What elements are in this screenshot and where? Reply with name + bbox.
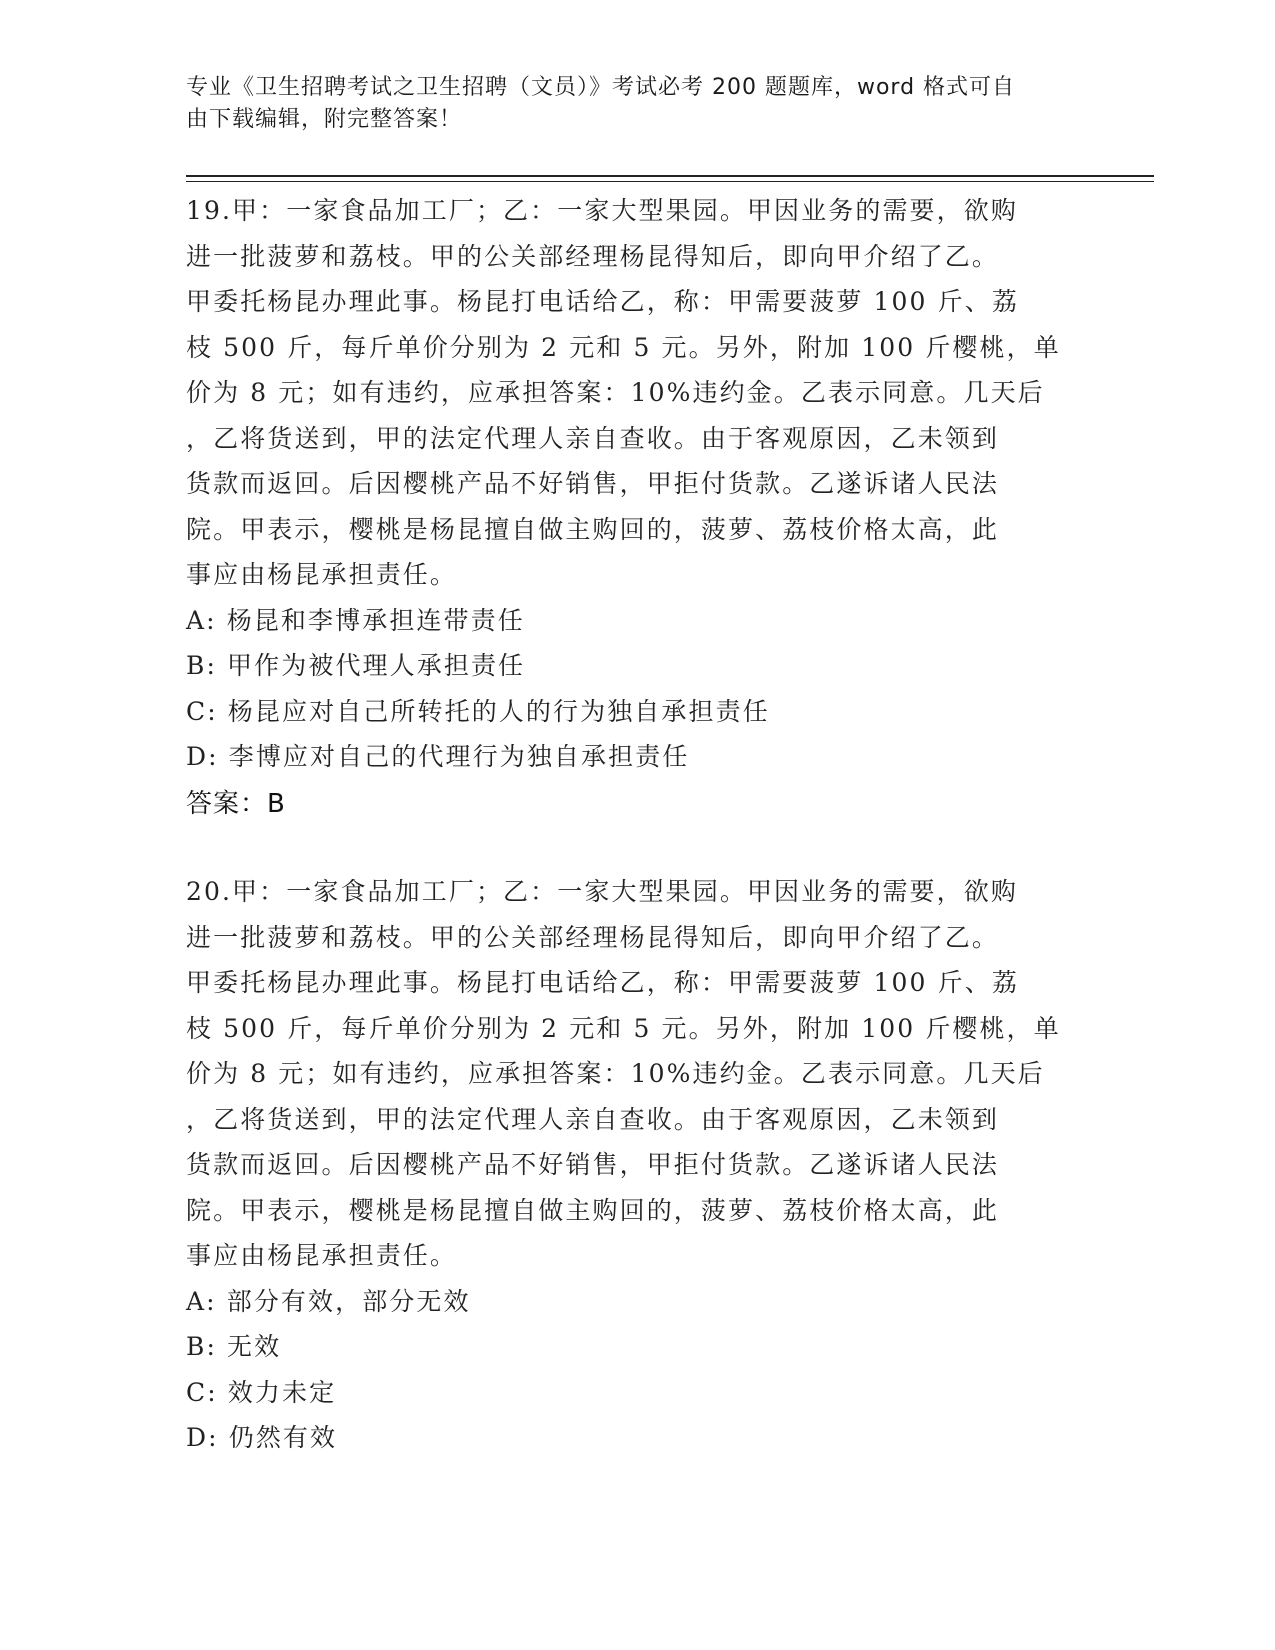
option-b: B: 无效 [186,1332,282,1361]
header-line-2: 由下载编辑，附完整答案！ [186,107,463,132]
question-text-line: 事应由杨昆承担责任。 [186,1241,458,1270]
option-c: C: 效力未定 [186,1377,337,1407]
question-text-line: ，乙将货送到，甲的法定代理人亲自查收。由于客观原因，乙未领到 [186,1104,1000,1134]
question-text-line: 价为 8 元；如有违约，应承担答案：10%违约金。乙表示同意。几天后 [186,1059,1045,1088]
question-text-line: 甲委托杨昆办理此事。杨昆打电话给乙，称：甲需要菠萝 100 斤、荔 [186,968,1019,997]
header-divider-thin [186,181,1154,182]
question-text-line: 价为 8 元；如有违约，应承担答案：10%违约金。乙表示同意。几天后 [186,378,1045,407]
document-header [186,72,1066,136]
question-text-line: 事应由杨昆承担责任。 [186,560,458,589]
header-divider-thick [186,175,1154,177]
question-text-line: 枝 500 斤，每斤单价分别为 2 元和 5 元。另外，附加 100 斤樱桃，单 [186,1013,1061,1043]
question-text-line: 19.甲：一家食品加工厂；乙：一家大型果园。甲因业务的需要，欲购 [186,196,1018,225]
question-text-line: 进一批菠萝和荔枝。甲的公关部经理杨昆得知后，即向甲介绍了乙。 [186,241,1000,271]
answer-label: 答案：B [186,788,286,819]
question-20 [186,869,1086,1461]
question-19 [186,188,1086,827]
option-d: D: 李博应对自己的代理行为独自承担责任 [186,742,690,771]
question-text-line: ，乙将货送到，甲的法定代理人亲自查收。由于客观原因，乙未领到 [186,423,1000,453]
question-text-line: 甲委托杨昆办理此事。杨昆打电话给乙，称：甲需要菠萝 100 斤、荔 [186,287,1019,316]
question-text-line: 院。甲表示，樱桃是杨昆擅自做主购回的，菠萝、荔枝价格太高，此 [186,514,1000,544]
option-d: D: 仍然有效 [186,1423,338,1452]
option-a: A: 部分有效，部分无效 [186,1286,471,1316]
question-text-line: 20.甲：一家食品加工厂；乙：一家大型果园。甲因业务的需要，欲购 [186,877,1018,906]
header-line-1: 专业《卫生招聘考试之卫生招聘（文员）》考试必考 200 题题库，word 格式可自 [186,75,1016,100]
option-b: B: 甲作为被代理人承担责任 [186,651,526,680]
question-text-line: 枝 500 斤，每斤单价分别为 2 元和 5 元。另外，附加 100 斤樱桃，单 [186,332,1061,362]
question-text-line: 进一批菠萝和荔枝。甲的公关部经理杨昆得知后，即向甲介绍了乙。 [186,922,1000,952]
option-c: C: 杨昆应对自己所转托的人的行为独自承担责任 [186,696,770,726]
question-text-line: 货款而返回。后因樱桃产品不好销售，甲拒付货款。乙遂诉诸人民法 [186,469,1000,498]
option-a: A: 杨昆和李博承担连带责任 [186,605,525,635]
question-text-line: 货款而返回。后因樱桃产品不好销售，甲拒付货款。乙遂诉诸人民法 [186,1150,1000,1179]
question-text-line: 院。甲表示，樱桃是杨昆擅自做主购回的，菠萝、荔枝价格太高，此 [186,1195,1000,1225]
